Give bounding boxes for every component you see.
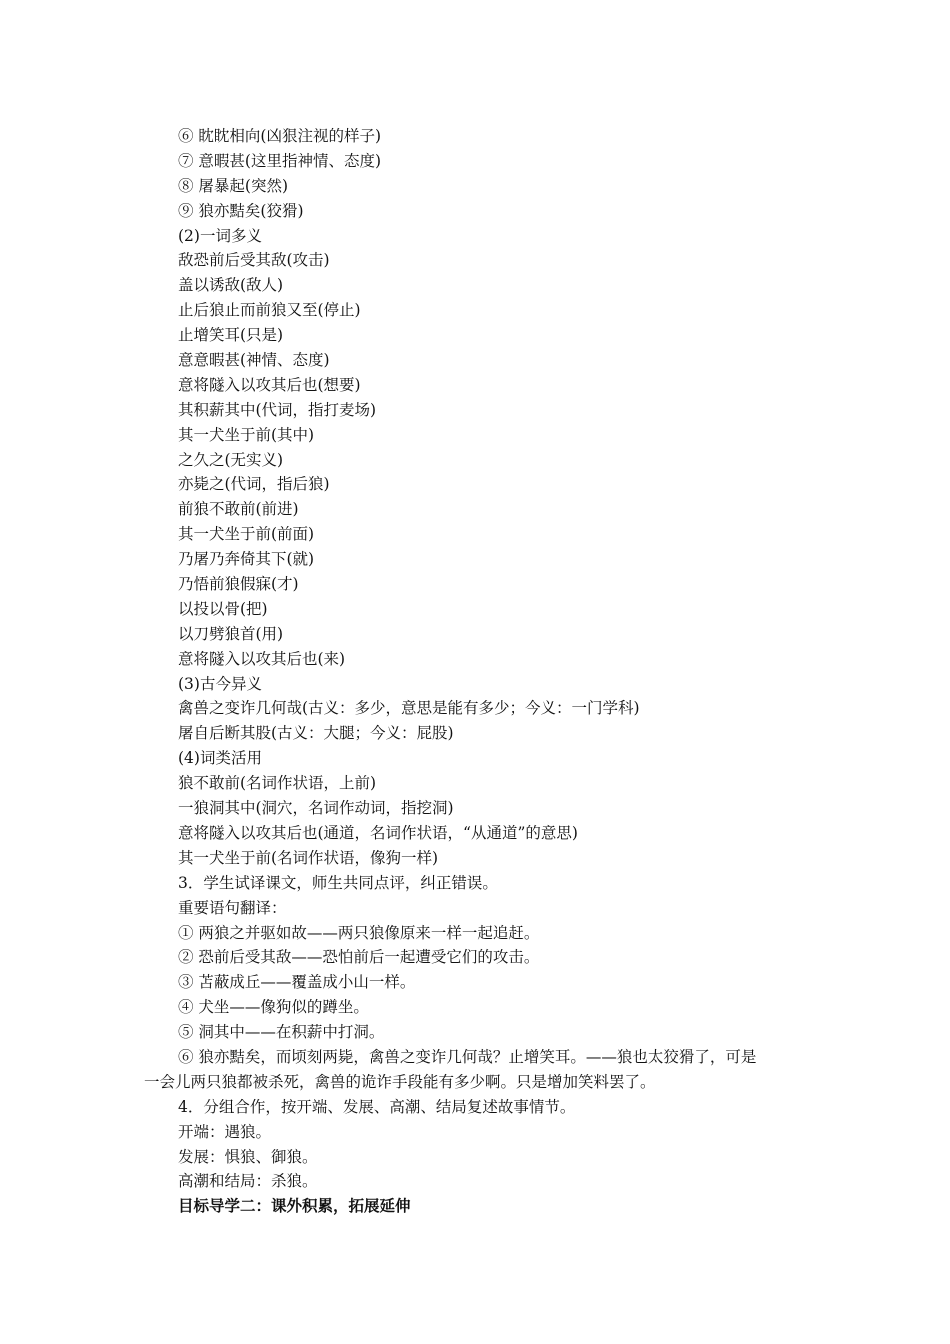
text-line: 开端：遇狼。 (178, 1122, 272, 1141)
text-line: 亦毙之(代词，指后狼) (178, 475, 330, 494)
section-heading: (4)词类活用 (178, 749, 262, 768)
text-line: 之久之(无实义) (178, 450, 284, 469)
text-line: 敌恐前后受其敌(攻击) (178, 251, 330, 270)
text-line: 意将隧入以攻其后也(想要) (178, 375, 361, 394)
text-line: 以投以骨(把) (178, 599, 268, 618)
text-line: 止后狼止而前狼又至(停止) (178, 301, 361, 320)
goal-heading: 目标导学二：课外积累，拓展延伸 (178, 1196, 411, 1216)
text-line: 其一犬坐于前(其中) (178, 425, 315, 444)
text-line: 屠自后断其股(古义：大腿；今义：屁股) (178, 724, 454, 743)
text-line: ④ 犬坐——像狗似的蹲坐。 (178, 998, 369, 1017)
text-line: 以刀劈狼首(用) (178, 624, 284, 643)
text-line: 狼不敢前(名词作状语，上前) (178, 774, 377, 793)
text-line: 止增笑耳(只是) (178, 326, 284, 345)
text-line-continuation: 一会儿两只狼都被杀死，禽兽的诡诈手段能有多少啊。只是增加笑料罢了。 (144, 1072, 656, 1091)
text-line: 前狼不敢前(前进) (178, 500, 299, 519)
text-line: ⑥ 眈眈相向(凶狠注视的样子) (178, 127, 382, 145)
document-body (144, 124, 818, 1219)
text-line: 高潮和结局：杀狼。 (178, 1172, 318, 1191)
text-line: 一狼洞其中(洞穴，名词作动词，指挖洞) (178, 799, 454, 818)
text-line: 意将隧入以攻其后也(来) (178, 649, 346, 668)
text-line: 其一犬坐于前(前面) (178, 525, 315, 544)
step-heading: 3．学生试译课文，师生共同点评，纠正错误。 (178, 873, 498, 892)
text-line: ⑦ 意暇甚(这里指神情、态度) (178, 151, 382, 170)
text-line: ⑨ 狼亦黠矣(狡猾) (178, 201, 304, 220)
text-line: ② 恐前后受其敌——恐怕前后一起遭受它们的攻击。 (178, 948, 540, 967)
text-line: 乃屠乃奔倚其下(就) (178, 550, 315, 569)
text-line: ③ 苫蔽成丘——覆盖成小山一样。 (178, 973, 416, 992)
text-line: 发展：惧狼、御狼。 (178, 1147, 318, 1166)
text-line: 其积薪其中(代词，指打麦场) (178, 400, 377, 419)
text-line: 意将隧入以攻其后也(通道，名词作状语，“从通道”的意思) (178, 823, 578, 842)
text-line: ⑧ 屠暴起(突然) (178, 176, 289, 195)
text-line: 盖以诱敌(敌人) (178, 276, 284, 295)
step-heading: 4．分组合作，按开端、发展、高潮、结局复述故事情节。 (178, 1097, 576, 1116)
section-heading: (2)一词多义 (178, 226, 262, 245)
text-line: ① 两狼之并驱如故——两只狼像原来一样一起追赶。 (178, 923, 540, 942)
section-heading: (3)古今异义 (178, 674, 262, 693)
text-line: 重要语句翻译： (178, 898, 287, 917)
text-line: ⑤ 洞其中——在积薪中打洞。 (178, 1023, 385, 1042)
text-line: 意意暇甚(神情、态度) (178, 351, 330, 370)
text-line: 乃悟前狼假寐(才) (178, 575, 299, 594)
text-line: 禽兽之变诈几何哉(古义：多少，意思是能有多少；今义：一门学科) (178, 699, 640, 718)
text-line: 其一犬坐于前(名词作状语，像狗一样) (178, 848, 439, 867)
text-line: ⑥ 狼亦黠矣，而顷刻两毙，禽兽之变诈几何哉？止增笑耳。——狼也太狡猾了，可是 (178, 1047, 757, 1066)
